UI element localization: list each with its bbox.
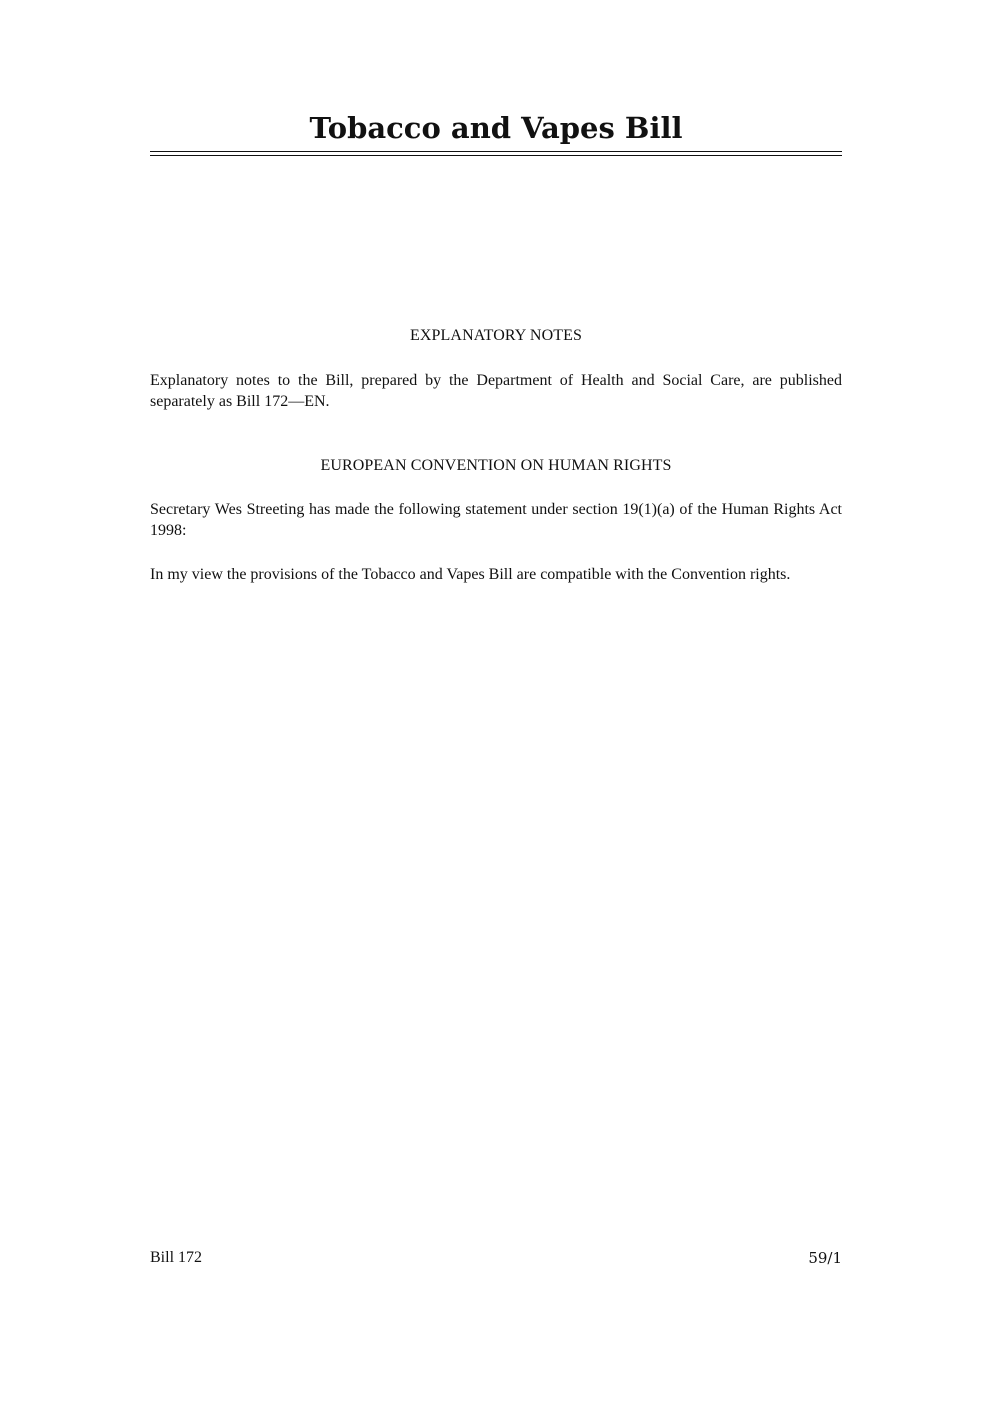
- explanatory-notes-paragraph: Explanatory notes to the Bill, prepared by the Department of Health and Social Care, are published separately as Bill 172—EN.: [150, 372, 842, 410]
- title-rule-upper: [150, 151, 842, 152]
- echr-heading: EUROPEAN CONVENTION ON HUMAN RIGHTS: [320, 457, 672, 474]
- echr-statement-intro: Secretary Wes Streeting has made the following statement under section 19(1)(a) of the Human Rights Act 1998:: [150, 501, 842, 539]
- footer-bill-number: Bill 172: [150, 1249, 203, 1266]
- title-rule-lower: [150, 155, 842, 156]
- document-title: Tobacco and Vapes Bill: [309, 111, 683, 145]
- footer-print-reference: 59/1: [808, 1249, 842, 1267]
- echr-statement: In my view the provisions of the Tobacco and Vapes Bill are compatible with the Convention rights.: [150, 566, 791, 583]
- explanatory-notes-heading: EXPLANATORY NOTES: [410, 327, 582, 344]
